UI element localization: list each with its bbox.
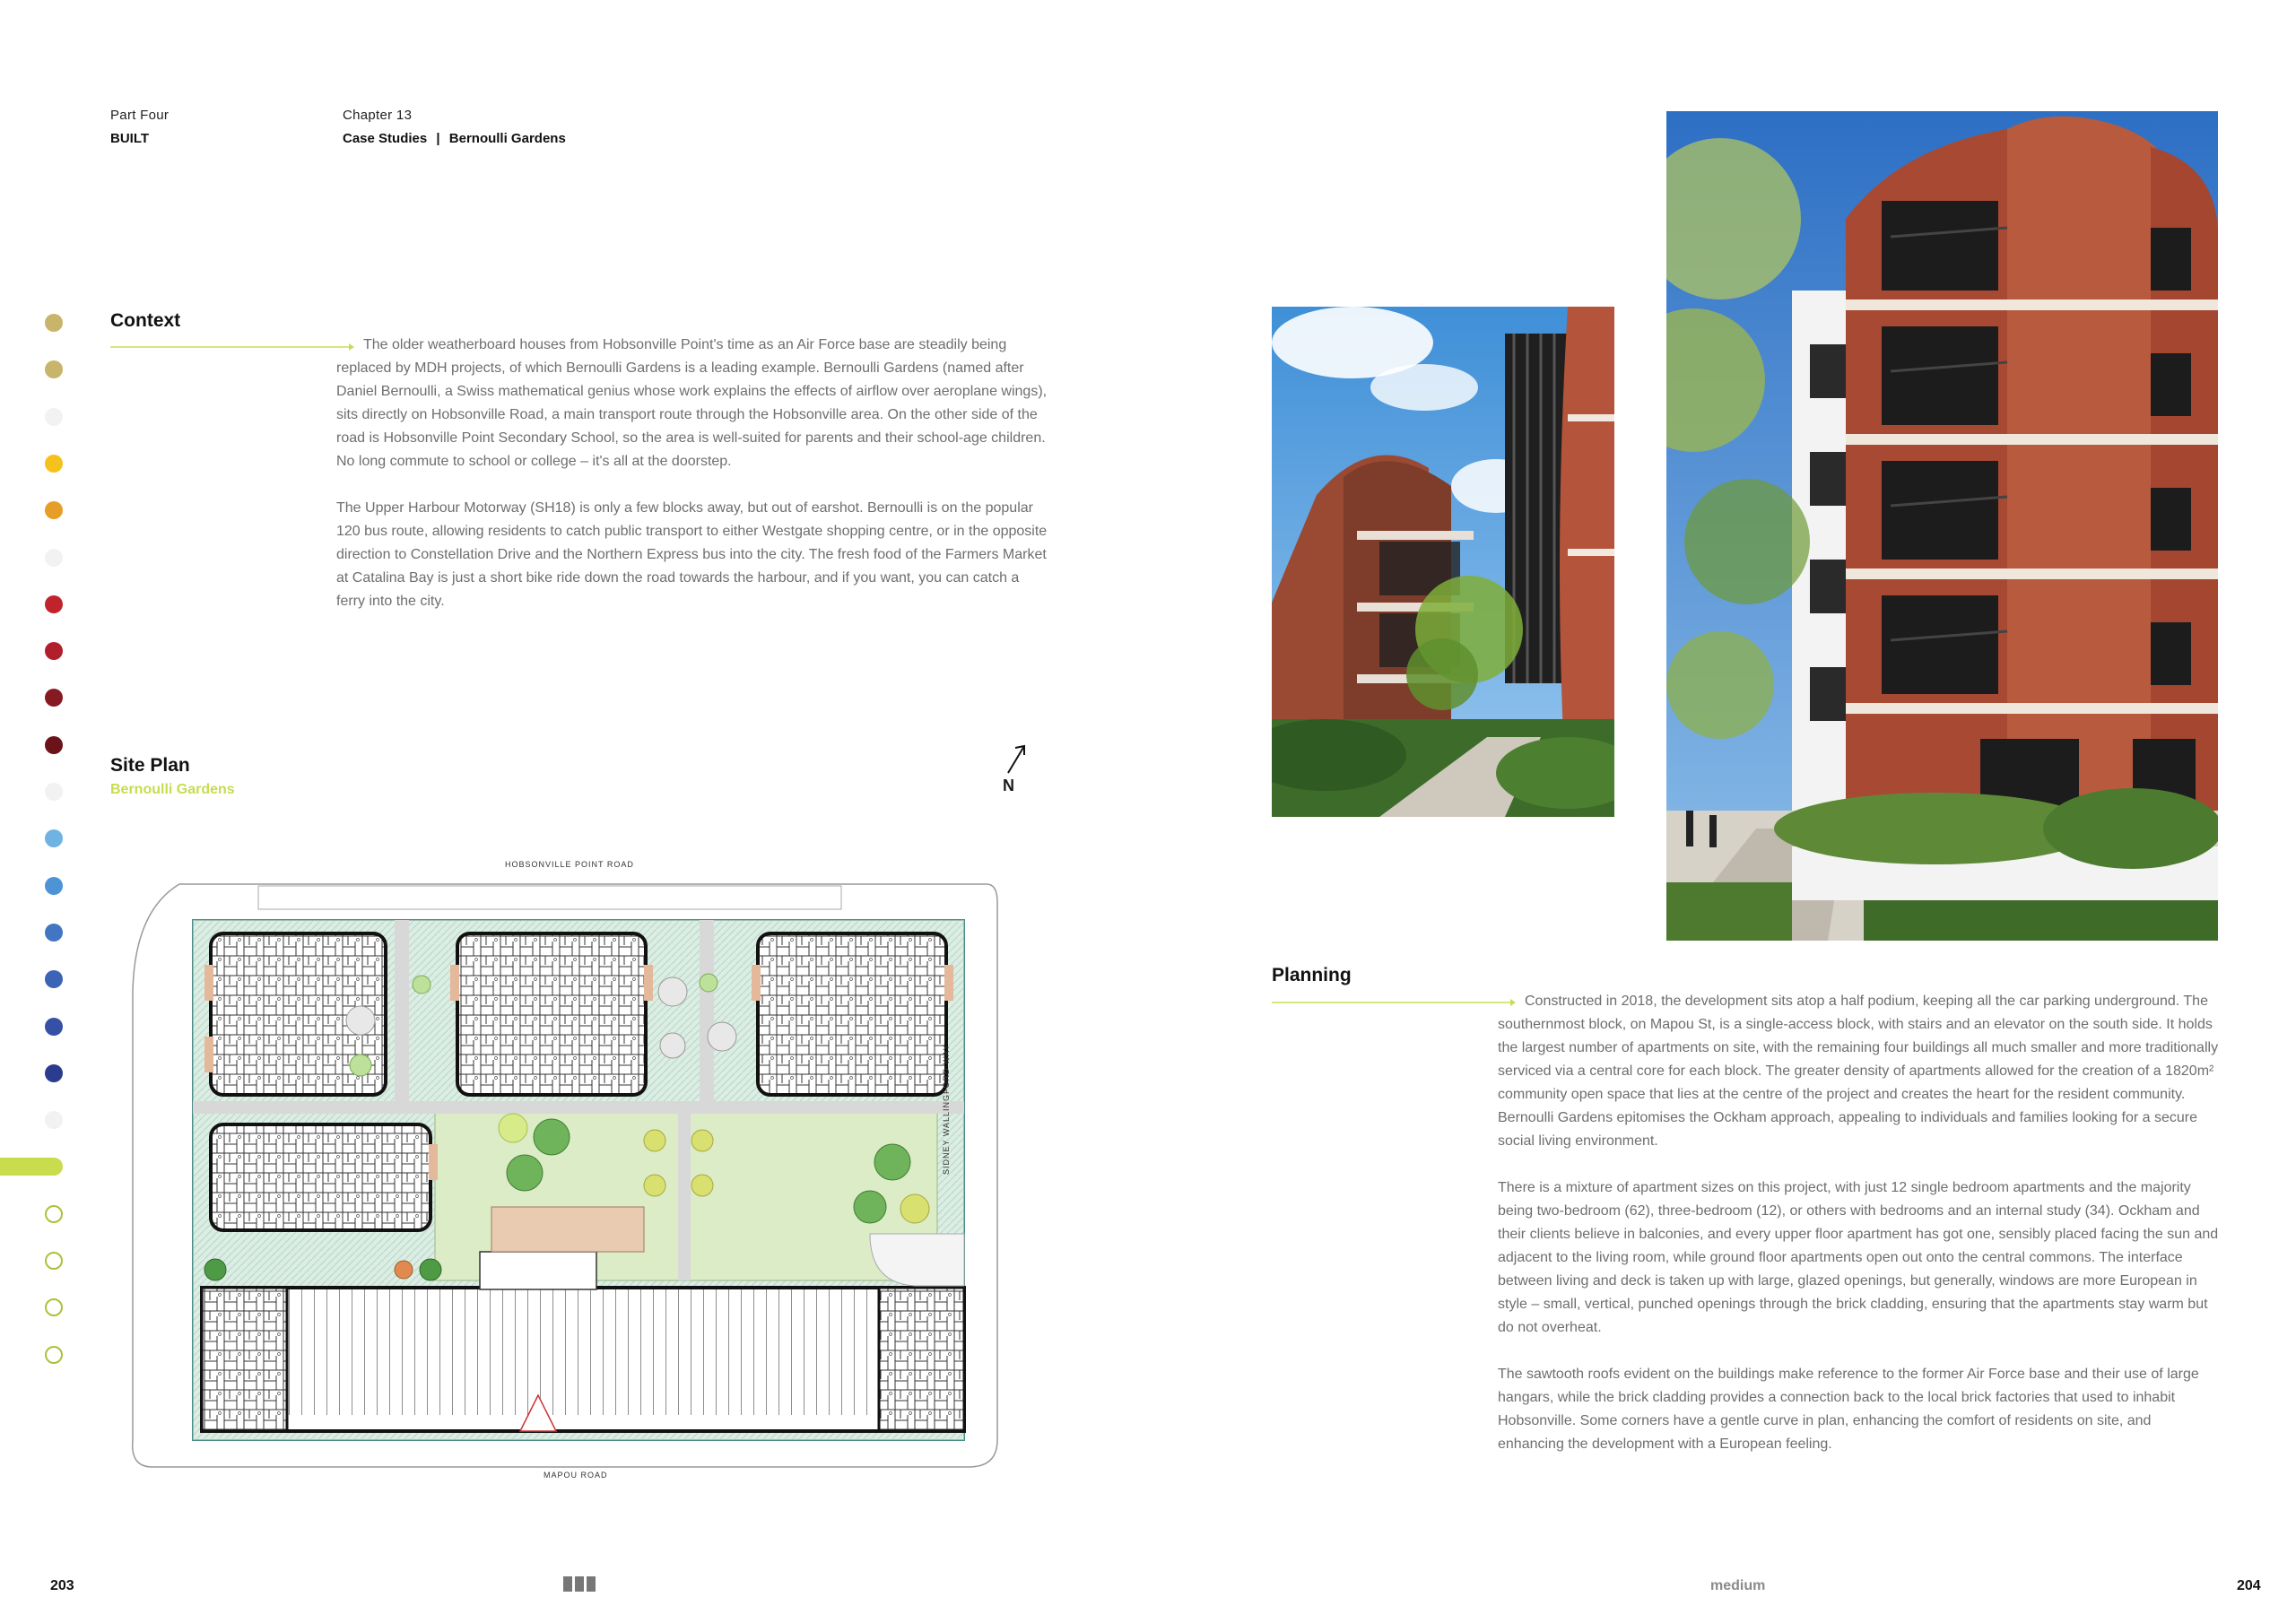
planning-title: Planning <box>1272 965 1352 985</box>
chapter-dot <box>45 1252 63 1270</box>
road-label-top: HOBSONVILLE POINT ROAD <box>505 860 634 869</box>
chapter-dot <box>45 1298 63 1316</box>
context-body <box>336 334 1049 637</box>
road-label-right: SIDNEY WALLINGFORD WAY <box>942 1044 951 1175</box>
chapter-dot <box>45 1064 63 1082</box>
chapter-section: Case Studies <box>343 131 428 146</box>
north-arrow-icon <box>1001 741 1031 777</box>
chapter-dot <box>45 924 63 942</box>
site-plan-subtitle: Bernoulli Gardens <box>110 782 235 797</box>
chapter-dot <box>45 970 63 988</box>
planning-paragraph: There is a mixture of apartment sizes on this project, with just 12 single bedroom apartments and the majority being two-bedroom (62), three-bedroom (12), or others with bedrooms and an internal study (34). Ockham and their clients believe in balconies, and every upper floor apartment has got one, sensibly placed facing the sun and adjacent to the living room, while ground floor apartments open out onto the central commons. The interface between living and deck is taken up with large, glazed openings, but generally, windows are more European in style – small, vertical, punched openings through the brick cladding, ensuring that the apartments stay warm but do not overheat. <box>1498 1180 2219 1335</box>
building-photo-small <box>1272 307 1614 817</box>
part-title: BUILT <box>110 131 150 146</box>
chapter-dot <box>45 314 63 332</box>
road-label-bottom: MAPOU ROAD <box>544 1471 608 1480</box>
chapter-dot <box>45 595 63 613</box>
publisher-logo-icon <box>563 1576 596 1596</box>
site-plan-title: Site Plan <box>110 755 190 776</box>
chapter-dot <box>45 783 63 801</box>
page-number-left: 203 <box>50 1578 74 1593</box>
chapter-dot <box>45 1018 63 1036</box>
chapter-label: Chapter 13 <box>343 108 413 123</box>
context-rule <box>110 346 352 348</box>
part-label: Part Four <box>110 108 170 123</box>
chapter-dot <box>45 877 63 895</box>
chapter-dot <box>45 1205 63 1223</box>
planning-paragraph: The sawtooth roofs evident on the buildings make reference to the former Air Force base and their use of large hangars, while the brick cladding provides a connection back to the local brick factories that used to inhabit Hobsonville. Some corners have a gentle curve in plan, enhancing the comfort of residents on site, and enhancing the development with a European feeling. <box>1498 1367 2199 1452</box>
category-label: medium <box>1710 1578 1766 1593</box>
chapter-dot <box>45 501 63 519</box>
context-paragraph: The older weatherboard houses from Hobsonville Point's time as an Air Force base are steadily being replaced by MDH projects, of which Bernoulli Gardens is a leading example. Bernoulli Gardens (named after Daniel Bernoulli, a Swiss mathematical genius whose work explains the effects of airflow over aeroplane wings), sits directly on Hobsonville Road, a main transport route through the Hobsonville area. On the other side of the road is Hobsonville Point Secondary School, so the area is well-suited for parents and their school-age children. No long commute to school or college – it's all at the doorstep. <box>336 337 1048 469</box>
chapter-subject: Bernoulli Gardens <box>448 131 566 146</box>
chapter-dot <box>45 689 63 707</box>
north-label: N <box>1003 777 1014 794</box>
context-paragraph: The Upper Harbour Motorway (SH18) is only a few blocks away, but out of earshot. Bernoulli is on the popular 120 bus route, allowing residents to catch public transport to either Westgate shopping centre, or in the opposite direction to Constellation Drive and the Northern Express bus into the city. The fresh food of the Farmers Market at Catalina Bay is just a short bike ride down the road towards the harbour, and if you want, you can catch a ferry into the city. <box>336 500 1048 609</box>
planning-paragraph: Constructed in 2018, the development sits atop a half podium, keeping all the car parking underground. The southernmost block, on Mapou St, is a single-access block, with stairs and an elevator on the south side. It holds the largest number of apartments on site, with the remaining four buildings all much smaller and more traditionally serviced via a central core for each block. The greater density of apartments allowed for the creation of a 1820m² community open space that lies at the centre of the project and creates the heart for the resident community. Bernoulli Gardens epitomises the Ockham approach, appealing to individuals and families looking for a secure social living environment. <box>1498 994 2219 1149</box>
site-plan-drawing <box>126 857 1004 1485</box>
chapter-dot <box>45 408 63 426</box>
chapter-dot <box>45 455 63 473</box>
planning-body <box>1498 990 2220 1480</box>
chapter-dot <box>45 549 63 567</box>
page-number-right: 204 <box>2237 1578 2261 1593</box>
planning-rule <box>1272 1002 1514 1003</box>
context-title: Context <box>110 310 181 331</box>
chapter-dot <box>45 1111 63 1129</box>
chapter-dot <box>45 360 63 378</box>
chapter-dot <box>45 1346 63 1364</box>
breadcrumb-separator: | <box>436 131 440 146</box>
building-photo-large <box>1666 111 2218 941</box>
chapter-breadcrumb <box>343 131 566 146</box>
chapter-dot-active <box>0 1158 63 1176</box>
chapter-dot <box>45 736 63 754</box>
chapter-dot <box>45 829 63 847</box>
chapter-dot <box>45 642 63 660</box>
